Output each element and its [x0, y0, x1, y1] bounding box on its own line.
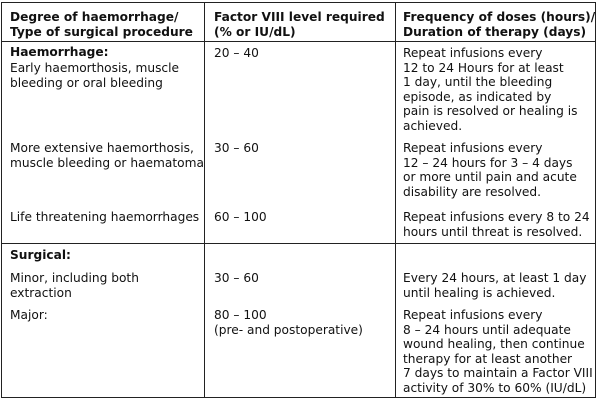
row-extensive-frequency: Repeat infusions every 12 – 24 hours for 3 – 4 days or more until pain and acute disability are resolved.	[403, 141, 577, 199]
column-divider-2	[395, 3, 396, 397]
header-degree: Degree of haemorrhage/ Type of surgical procedure	[10, 10, 193, 39]
dosing-table	[1, 2, 596, 398]
section-label-surgical: Surgical:	[10, 248, 71, 262]
section-divider	[2, 243, 595, 244]
row-early-degree: Early haemorthosis, muscle bleeding or oral bleeding	[10, 61, 180, 90]
row-life-threatening-frequency: Repeat infusions every 8 to 24 hours until threat is resolved.	[403, 210, 590, 239]
row-major-degree: Major:	[10, 308, 48, 322]
row-minor-level: 30 – 60	[214, 271, 259, 285]
header-factor-level: Factor VIII level required (% or IU/dL)	[214, 10, 385, 39]
row-early-level: 20 – 40	[214, 46, 259, 60]
row-minor-frequency: Every 24 hours, at least 1 day until healing is achieved.	[403, 271, 587, 300]
column-divider-1	[204, 3, 205, 397]
row-major-frequency: Repeat infusions every 8 – 24 hours until adequate wound healing, then continue therapy for at least another 7 days to maintain a Factor VIII activity of 30% to 60% (IU/dL)	[403, 308, 593, 395]
row-early-frequency: Repeat infusions every 12 to 24 Hours for at least 1 day, until the bleeding episode, as indicated by pain is resolved or healing is achieved.	[403, 46, 578, 133]
header-divider	[2, 41, 595, 42]
row-extensive-level: 30 – 60	[214, 141, 259, 155]
row-life-threatening-degree: Life threatening haemorrhages	[10, 210, 200, 224]
row-major-level: 80 – 100 (pre- and postoperative)	[214, 308, 363, 337]
row-extensive-degree: More extensive haemorthosis, muscle bleeding or haematoma	[10, 141, 204, 170]
row-life-threatening-level: 60 – 100	[214, 210, 267, 224]
header-frequency: Frequency of doses (hours)/ Duration of therapy (days)	[403, 10, 596, 39]
row-minor-degree: Minor, including both extraction	[10, 271, 139, 300]
section-label-haemorrhage: Haemorrhage:	[10, 45, 109, 59]
